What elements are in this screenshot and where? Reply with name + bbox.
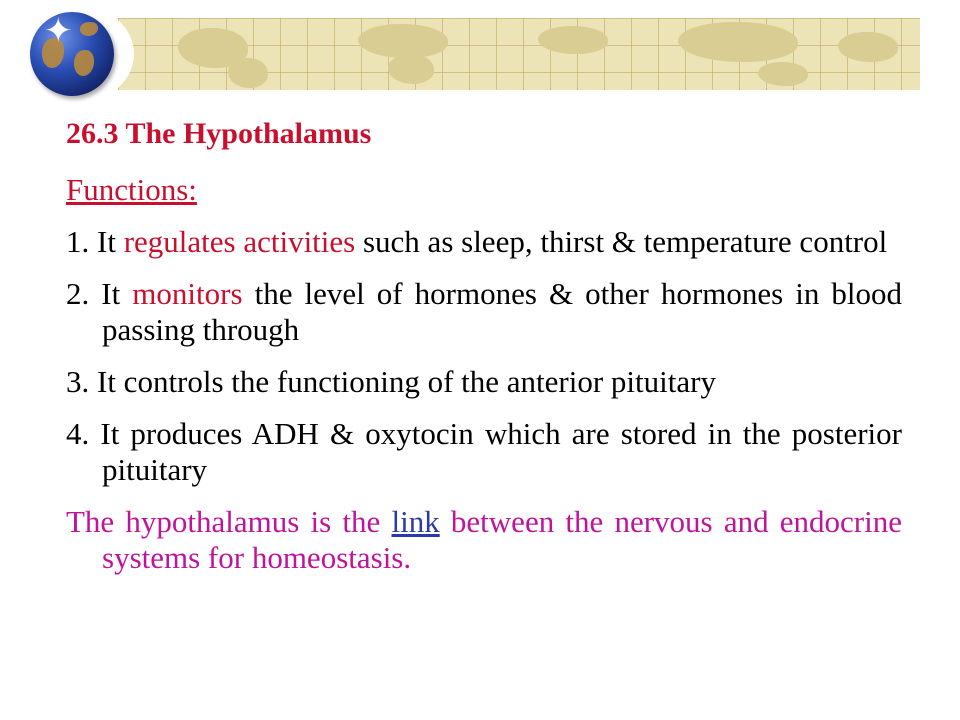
slide-content [66,116,902,592]
functions-subheading: Functions: [66,172,197,207]
function-item-3: 3. It controls the functioning of the anterior pituitary [66,364,716,399]
link-hyperlink[interactable]: link [391,504,440,539]
function-item-4: 4. It produces ADH & oxytocin which are stored in the posterior pituitary [66,416,902,487]
function-item-2: 2. It monitors the level of hormones & other hormones in blood passing through [66,276,902,347]
slide-title: 26.3 The Hypothalamus [66,117,372,150]
sparkle-icon: ✦ [44,12,73,51]
function-item-1: 1. It regulates activities such as sleep, thirst & temperature control [66,224,888,259]
emphasis-text: regulates activities [123,224,356,259]
world-map-banner [118,18,920,90]
globe-icon [30,12,114,96]
summary-statement: The hypothalamus is the link between the nervous and endocrine systems for homeostasis. [66,504,902,575]
emphasis-text: monitors [132,276,243,311]
